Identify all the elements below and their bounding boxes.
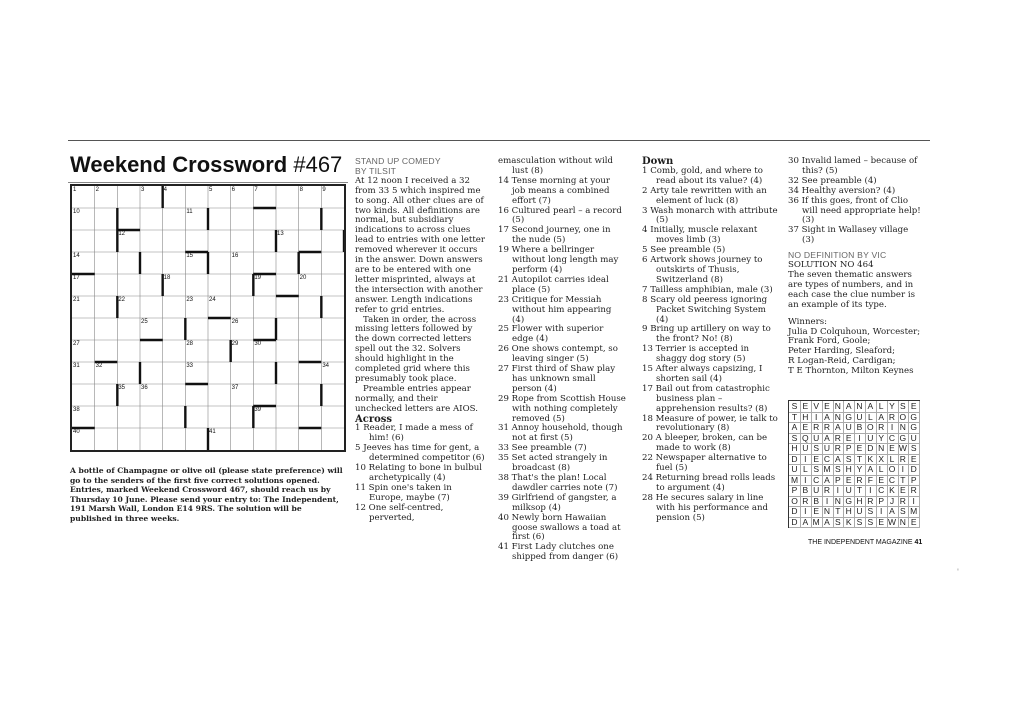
solution-cell: E xyxy=(897,485,909,497)
publication-name: THE INDEPENDENT MAGAZINE xyxy=(808,539,913,546)
solution-cell: R xyxy=(865,496,877,508)
setter-name: BY TILSIT xyxy=(355,165,397,176)
clue-item: 9 Bring up artillery on way to the front? No! (8) xyxy=(642,324,771,345)
solution-cell: D xyxy=(908,464,920,476)
solution-cell: E xyxy=(843,433,855,445)
solution-cell: R xyxy=(897,454,909,466)
solution-cell: S xyxy=(789,401,801,413)
solution-cell: C xyxy=(822,454,834,466)
clue-number: 36 xyxy=(141,385,148,391)
crossword-grid[interactable] xyxy=(70,184,346,452)
clue-number: 14 xyxy=(73,253,80,259)
clue-item: 2 Arty tale rewritten with an element of luck (8) xyxy=(642,185,767,206)
clue-item: 38 That's the plan! Local dawdler carries note (7) xyxy=(498,473,618,493)
solution-cell: I xyxy=(800,454,812,466)
solution-cell: M xyxy=(789,475,801,487)
clue-item: 23 Critique for Messiah without him appearing (4) xyxy=(498,294,612,325)
clue-number: 27 xyxy=(73,341,80,347)
solution-cell: R xyxy=(887,412,899,424)
clue-number: 15 xyxy=(186,253,194,259)
solution-cell: M xyxy=(811,517,823,529)
solution-cell: S xyxy=(897,401,909,413)
solution-cell: L xyxy=(876,401,888,413)
solution-cell: D xyxy=(789,454,801,466)
solution-cell: U xyxy=(811,433,823,445)
solution-cell: K xyxy=(843,517,855,529)
solution-cell: I xyxy=(832,485,844,497)
winner-item: Frank Ford, Goole; xyxy=(788,336,871,347)
clue-item: 10 Relating to bone in bulbul archetypically (4) xyxy=(355,463,483,483)
solution-cell: A xyxy=(800,517,812,529)
solution-cell: A xyxy=(822,517,834,529)
solution-cell: K xyxy=(865,454,877,466)
clue-item: 14 Tense morning at your job means a combined effort (7) xyxy=(498,175,611,206)
solution-cell: E xyxy=(800,401,812,413)
solution-cell: R xyxy=(822,485,834,497)
solution-cell: R xyxy=(800,496,812,508)
solution-cell: M xyxy=(908,506,920,518)
solution-cell: I xyxy=(908,496,920,508)
clue-number: 28 xyxy=(186,341,194,347)
solution-cell: N xyxy=(832,496,844,508)
clue-item: 24 Returning bread rolls leads to argument (4) xyxy=(642,473,776,493)
solution-cell: R xyxy=(897,496,909,508)
clue-item: 33 See preamble (7) xyxy=(498,443,587,454)
clue-number: 24 xyxy=(209,297,216,303)
solution-cell: S xyxy=(865,506,877,518)
clue-number: 23 xyxy=(186,297,194,303)
solution-cell: A xyxy=(832,422,844,434)
solution-cell: R xyxy=(822,422,834,434)
clue-number: 30 xyxy=(254,341,262,347)
winner-item: Peter Harding, Sleaford; xyxy=(788,346,896,357)
solution-cell: B xyxy=(800,485,812,497)
clue-item: 39 Girlfriend of gangster, a milksop (4) xyxy=(498,492,617,513)
solution-cell: E xyxy=(908,517,920,529)
solution-cell: W xyxy=(887,517,899,529)
clue-number: 37 xyxy=(231,385,239,391)
clue-item: 15 After always capsizing, I shorten sail (4) xyxy=(642,364,763,384)
winner-item: R Logan-Reid, Cardigan; xyxy=(788,356,896,367)
solution-cell: N xyxy=(897,422,909,434)
clue-item: emasculation without wild lust (8) xyxy=(498,156,613,176)
solution-cell: R xyxy=(832,433,844,445)
clue-number: 39 xyxy=(254,407,262,413)
solution-cell: I xyxy=(897,464,909,476)
clue-number: 29 xyxy=(231,341,239,347)
clue-item: 28 He secures salary in line with his performance and pension (5) xyxy=(642,492,769,523)
solution-cell: S xyxy=(843,454,855,466)
solution-cell: A xyxy=(843,401,855,413)
solution-cell: A xyxy=(789,422,801,434)
clue-item: 4 Initially, muscle relaxant moves limb (3) xyxy=(642,225,758,246)
solution-cell: G xyxy=(908,422,920,434)
solution-cell: E xyxy=(822,401,834,413)
solution-cell: N xyxy=(876,443,888,455)
solution-cell: S xyxy=(897,506,909,518)
solution-text: The seven thematic answers are types of numbers, and in each case the clue number is an example of its type. xyxy=(788,269,915,310)
clue-number: 25 xyxy=(141,319,148,325)
solution-cell: R xyxy=(832,443,844,455)
solution-cell: L xyxy=(800,464,812,476)
solution-cell: D xyxy=(865,443,877,455)
clue-number: 6 xyxy=(231,187,235,193)
solution-cell: N xyxy=(854,401,866,413)
clue-number: 33 xyxy=(186,363,194,369)
solution-cell: A xyxy=(822,412,834,424)
clue-item: 1 Comb, gold, and where to read about its value? (4) xyxy=(642,165,763,186)
puzzle-title: STAND UP COMEDY xyxy=(355,156,441,166)
page-number: 41 xyxy=(914,539,923,546)
solution-cell: N xyxy=(832,412,844,424)
clue-item: 6 Artwork shows journey to outskirts of Thusis, Switzerland (8) xyxy=(642,255,763,285)
solution-cell: E xyxy=(811,506,823,518)
solution-cell: R xyxy=(908,485,920,497)
solution-cell: S xyxy=(865,517,877,529)
solution-cell: U xyxy=(908,433,920,445)
solution-cell: E xyxy=(811,454,823,466)
solution-cell: I xyxy=(854,433,866,445)
clue-item: 1 Reader, I made a mess of him! (6) xyxy=(355,423,473,444)
clue-item: 20 A bleeper, broken, can be made to work (8) xyxy=(642,433,768,454)
solution-cell: T xyxy=(854,454,866,466)
winner-item: T E Thornton, Milton Keynes xyxy=(788,366,914,377)
down-heading: Down xyxy=(642,156,674,167)
clue-number: 17 xyxy=(73,275,80,281)
solution-cell: S xyxy=(789,433,801,445)
solution-cell: S xyxy=(811,464,823,476)
solution-cell: A xyxy=(832,454,844,466)
clue-number: 40 xyxy=(73,429,80,435)
solution-cell: T xyxy=(854,485,866,497)
solution-cell: H xyxy=(800,412,812,424)
clue-number: 1 xyxy=(73,187,77,193)
solution-cell: R xyxy=(876,422,888,434)
title-text: Weekend Crossword xyxy=(70,152,288,177)
clue-number: 18 xyxy=(163,275,171,281)
clue-number: 26 xyxy=(231,319,239,325)
solution-cell: E xyxy=(876,517,888,529)
preamble-paragraph: Taken in order, the across missing letters followed by the down corrected letters spell out the 32. Solvers should highlight in the completed grid where this presumably took place. xyxy=(355,314,477,384)
clue-item: 29 Rope from Scottish House with nothing completely removed (5) xyxy=(498,393,626,424)
solution-cell: U xyxy=(854,506,866,518)
solution-cell: C xyxy=(887,475,899,487)
clue-number: 21 xyxy=(73,297,80,303)
solution-cell: I xyxy=(876,506,888,518)
clue-number: 31 xyxy=(73,363,80,369)
clue-item: 13 Terrier is accepted in shaggy dog story (5) xyxy=(642,344,749,365)
solution-cell: V xyxy=(811,401,823,413)
solution-cell: I xyxy=(800,506,812,518)
page-title xyxy=(70,152,342,178)
clue-number: 2 xyxy=(95,187,99,193)
clue-number: 38 xyxy=(73,407,80,413)
winner-item: Julia D Colquhoun, Worcester; xyxy=(788,326,921,337)
solution-cell: S xyxy=(908,443,920,455)
preamble-column xyxy=(355,157,487,524)
solution-cell: P xyxy=(843,443,855,455)
preamble-paragraph: At 12 noon I received a 32 from 33 5 which inspired me to song. All other clues are of two kinds. All definitions are normal, but subsidiary indications to across clues lead to entries with one letter removed wherever it occurs in the answer. Down answers are to be entered with one letter misprinted, always at the intersection with another answer. Length indications refer to grid entries. xyxy=(355,175,485,315)
solution-cell: U xyxy=(822,443,834,455)
solution-cell: U xyxy=(800,443,812,455)
solution-cell: S xyxy=(832,464,844,476)
solution-number: SOLUTION NO 464 xyxy=(788,260,874,271)
clue-item: 3 Wash monarch with attribute (5) xyxy=(642,205,778,226)
clue-number: 35 xyxy=(118,385,126,391)
clue-item: 32 See preamble (4) xyxy=(788,175,877,186)
clue-number: 7 xyxy=(254,187,258,193)
solution-cell: I xyxy=(865,485,877,497)
solution-cell: A xyxy=(822,433,834,445)
solution-column xyxy=(788,157,922,377)
solution-cell: S xyxy=(811,443,823,455)
solution-cell: C xyxy=(876,485,888,497)
clue-item: 31 Annoy household, though not at first (5) xyxy=(498,423,623,444)
clue-item: 5 Jeeves has time for gent, a determined competitor (6) xyxy=(355,443,485,464)
clue-number: 13 xyxy=(277,231,284,237)
clue-item: 16 Cultured pearl – a record (5) xyxy=(498,205,622,226)
solution-cell: F xyxy=(865,475,877,487)
across-heading: Across xyxy=(355,413,393,425)
clue-number: 11 xyxy=(186,209,193,215)
solution-cell: U xyxy=(854,412,866,424)
clue-item: 41 First Lady clutches one shipped from danger (6) xyxy=(498,542,619,563)
clue-number: 19 xyxy=(254,275,262,281)
clue-item: 21 Autopilot carries ideal place (5) xyxy=(498,274,609,295)
clue-item: 17 Second journey, one in the nude (5) xyxy=(498,225,611,246)
solution-cell: I xyxy=(822,496,834,508)
solution-cell: O xyxy=(887,464,899,476)
solution-cell: L xyxy=(865,412,877,424)
winners-heading: Winners: xyxy=(788,316,827,327)
solution-cell: P xyxy=(876,496,888,508)
solution-cell: A xyxy=(887,506,899,518)
solution-cell: Q xyxy=(800,433,812,445)
solution-cell: E xyxy=(908,401,920,413)
solution-cell: H xyxy=(843,506,855,518)
clue-item: 17 Bail out from catastrophic business plan – apprehension results? (8) xyxy=(642,383,770,414)
across-column xyxy=(498,157,626,563)
clue-item: 27 First third of Shaw play has unknown small person (4) xyxy=(498,364,616,394)
clue-item: 12 One self-centred, perverted, xyxy=(355,502,444,523)
solution-cell: J xyxy=(887,496,899,508)
solution-cell: A xyxy=(876,412,888,424)
clue-number: 20 xyxy=(299,275,307,281)
clue-item: 11 Spin one's taken in Europe, maybe (7) xyxy=(355,482,452,503)
solution-cell: G xyxy=(843,496,855,508)
clue-item: 37 Sight in Wallasey village (3) xyxy=(788,225,909,246)
solution-cell: C xyxy=(811,475,823,487)
clue-item: 8 Scary old peeress ignoring Packet Switching System (4) xyxy=(642,294,768,325)
solution-cell: R xyxy=(854,475,866,487)
solution-cell: A xyxy=(865,401,877,413)
clue-item: 26 One shows contempt, so leaving singer (5) xyxy=(498,344,618,365)
solution-cell: N xyxy=(897,517,909,529)
solution-cell: Y xyxy=(887,401,899,413)
clue-number: 22 xyxy=(118,297,126,303)
solution-cell: H xyxy=(854,496,866,508)
clue-number: 4 xyxy=(163,187,167,193)
solution-cell: G xyxy=(843,412,855,424)
clue-number: 32 xyxy=(95,363,103,369)
solution-cell: N xyxy=(822,506,834,518)
solution-cell: L xyxy=(887,454,899,466)
solution-cell: M xyxy=(822,464,834,476)
clue-item: 30 Invalid lamed – because of this? (5) xyxy=(788,156,918,176)
clue-item: 19 Where a bellringer without long length may perform (4) xyxy=(498,245,619,275)
solution-cell: E xyxy=(854,443,866,455)
solution-cell: U xyxy=(865,433,877,445)
clue-number: 10 xyxy=(73,209,80,215)
solution-cell: A xyxy=(865,464,877,476)
solution-cell: U xyxy=(811,485,823,497)
solution-cell: Y xyxy=(854,464,866,476)
clue-item: 40 Newly born Hawaiian goose swallows a toad at first (6) xyxy=(498,512,621,543)
down-column xyxy=(642,157,778,524)
solution-cell: X xyxy=(876,454,888,466)
solution-cell: L xyxy=(876,464,888,476)
solution-cell: S xyxy=(854,517,866,529)
clue-item: 35 Set acted strangely in broadcast (8) xyxy=(498,453,608,474)
scan-mark: ' xyxy=(957,568,959,576)
top-rule xyxy=(68,140,930,141)
solution-cell: B xyxy=(854,422,866,434)
solution-cell: D xyxy=(789,506,801,518)
clue-item: 7 Tailless amphibian, male (3) xyxy=(642,284,773,295)
clue-number: 5 xyxy=(209,187,213,193)
solution-cell: C xyxy=(887,433,899,445)
solution-cell: I xyxy=(887,422,899,434)
solution-heading: NO DEFINITION BY VIC xyxy=(788,250,887,261)
clue-item: 18 Measure of power, ie talk to revolutionary (8) xyxy=(642,413,778,434)
solution-cell: T xyxy=(897,475,909,487)
solution-cell: N xyxy=(832,401,844,413)
page-footer xyxy=(808,539,922,546)
clue-number: 12 xyxy=(118,231,126,237)
clue-number: 8 xyxy=(299,187,303,193)
solution-cell: U xyxy=(843,485,855,497)
solution-cell: P xyxy=(832,475,844,487)
clue-number: 9 xyxy=(322,187,326,193)
clue-number: 3 xyxy=(141,187,145,193)
solution-cell: E xyxy=(876,475,888,487)
solution-cell: A xyxy=(822,475,834,487)
grid-lines xyxy=(72,186,344,450)
clue-number: 41 xyxy=(209,429,216,435)
solution-cell: D xyxy=(789,517,801,529)
solution-cell: E xyxy=(843,475,855,487)
solution-cell: H xyxy=(843,464,855,476)
solution-cell: P xyxy=(908,475,920,487)
clue-number: 34 xyxy=(322,363,330,369)
solution-cell: R xyxy=(811,422,823,434)
title-number: #467 xyxy=(293,152,343,177)
clue-number: 16 xyxy=(231,253,239,259)
solution-cell: E xyxy=(800,422,812,434)
solution-cell: E xyxy=(887,443,899,455)
preamble-paragraph: Preamble entries appear normally, and their unchecked letters are AIOS. xyxy=(355,383,478,414)
solution-cell: S xyxy=(832,517,844,529)
solution-cell: T xyxy=(832,506,844,518)
solution-cell: P xyxy=(789,485,801,497)
prize-notice: A bottle of Champagne or olive oil (please state preference) will go to the senders of the first five correct solutions opened. Entries, marked Weekend Crossword 467, should reach us by Thursday 10 June. Please send your entry to: The Independent, 191 Marsh Wall, London E14 9RS. The solution will be published in three weeks. xyxy=(70,466,343,523)
clue-item: 22 Newspaper alternative to fuel (5) xyxy=(642,453,767,474)
solution-cell: I xyxy=(811,412,823,424)
clue-item: 5 See preamble (5) xyxy=(642,245,726,256)
solution-cell: O xyxy=(865,422,877,434)
solution-cell: U xyxy=(789,464,801,476)
solution-cell: H xyxy=(789,443,801,455)
solution-grid xyxy=(788,400,920,528)
clue-item: 25 Flower with superior edge (4) xyxy=(498,324,604,345)
solution-cell: W xyxy=(897,443,909,455)
solution-cell: U xyxy=(843,422,855,434)
clue-item: 34 Healthy aversion? (4) xyxy=(788,185,896,196)
solution-cell: I xyxy=(800,475,812,487)
solution-cell: Y xyxy=(876,433,888,445)
solution-cell: E xyxy=(908,454,920,466)
solution-cell: O xyxy=(789,496,801,508)
solution-cell: G xyxy=(908,412,920,424)
clue-item: 36 If this goes, front of Clio will need appropriate help! (3) xyxy=(788,195,921,226)
solution-cell: G xyxy=(897,433,909,445)
solution-cell: B xyxy=(811,496,823,508)
solution-cell: K xyxy=(887,485,899,497)
solution-cell: O xyxy=(897,412,909,424)
grid-top-rule xyxy=(68,182,348,183)
solution-cell: T xyxy=(789,412,801,424)
